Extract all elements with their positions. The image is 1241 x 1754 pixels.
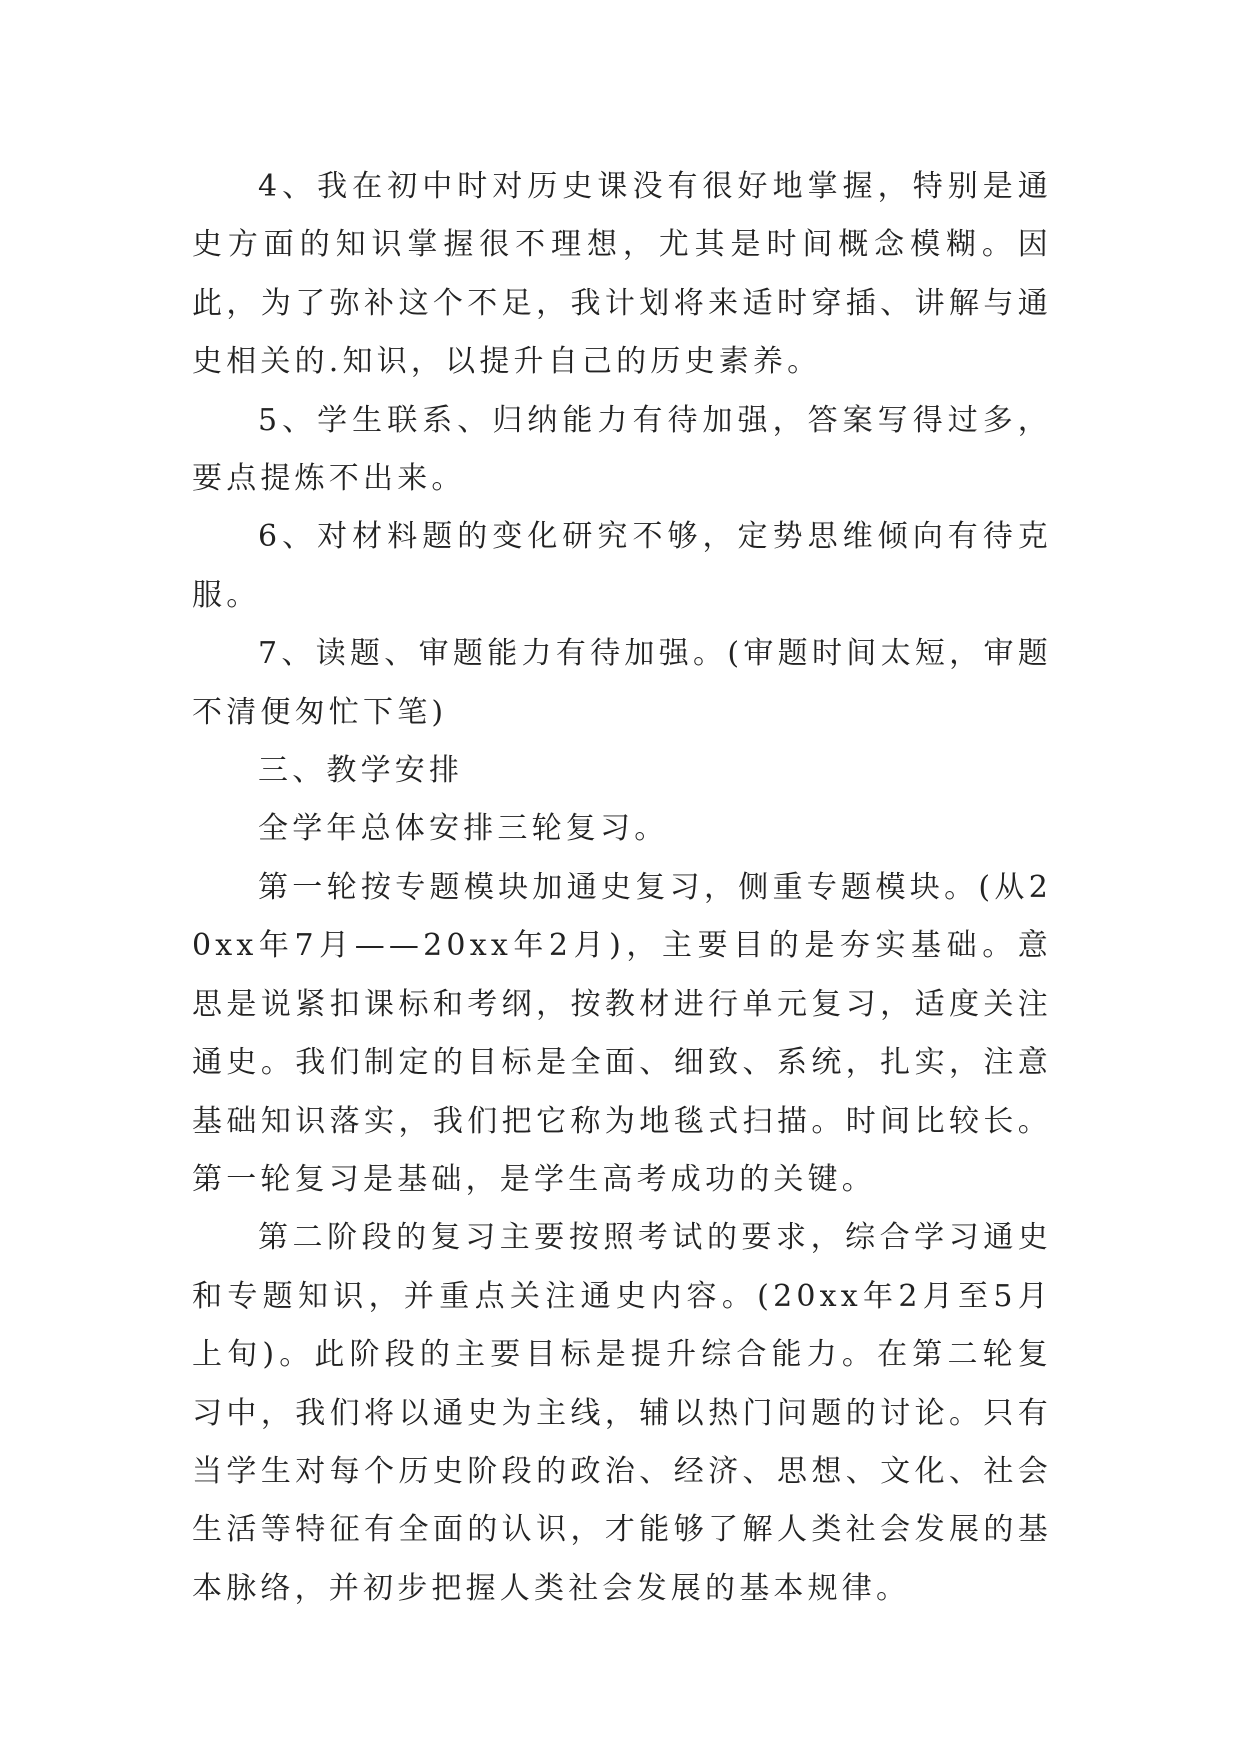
paragraph-overall-plan: 全学年总体安排三轮复习。	[258, 811, 669, 847]
paragraph-second-stage: 第二阶段的复习主要按照考试的要求，综合学习通史和专题知识，并重点关注通史内容。(20xx年2月至5月上旬)。此阶段的主要目标是提升综合能力。在第二轮复习中，我们将以通史为主线，辅以热门问题的讨论。只有当学生对每个历史阶段的政治、经济、思想、文化、社会生活等特征有全面的认识，才能够了解人类社会发展的基本脉络，并初步把握人类社会发展的基本规律。	[192, 1220, 1052, 1606]
section-heading-teaching-arrangement: 三、教学安排	[258, 753, 464, 789]
document-body	[192, 158, 1052, 1618]
paragraph-item-4: 4、我在初中时对历史课没有很好地掌握，特别是通史方面的知识掌握很不理想，尤其是时间概念模糊。因此，为了弥补这个不足，我计划将来适时穿插、讲解与通史相关的.知识，以提升自己的历史素养。	[192, 169, 1052, 380]
paragraph-item-5: 5、学生联系、归纳能力有待加强，答案写得过多，要点提炼不出来。	[192, 402, 1052, 497]
paragraph-first-round: 第一轮按专题模块加通史复习，侧重专题模块。(从20xx年7月——20xx年2月)，主要目的是夯实基础。意思是说紧扣课标和考纲，按教材进行单元复习，适度关注通史。我们制定的目标是全面、细致、系统，扎实，注意基础知识落实，我们把它称为地毯式扫描。时间比较长。第一轮复习是基础，是学生高考成功的关键。	[192, 869, 1052, 1197]
paragraph-item-6: 6、对材料题的变化研究不够，定势思维倾向有待克服。	[192, 519, 1052, 613]
paragraph-item-7: 7、读题、审题能力有待加强。(审题时间太短，审题不清便匆忙下笔)	[192, 636, 1052, 730]
